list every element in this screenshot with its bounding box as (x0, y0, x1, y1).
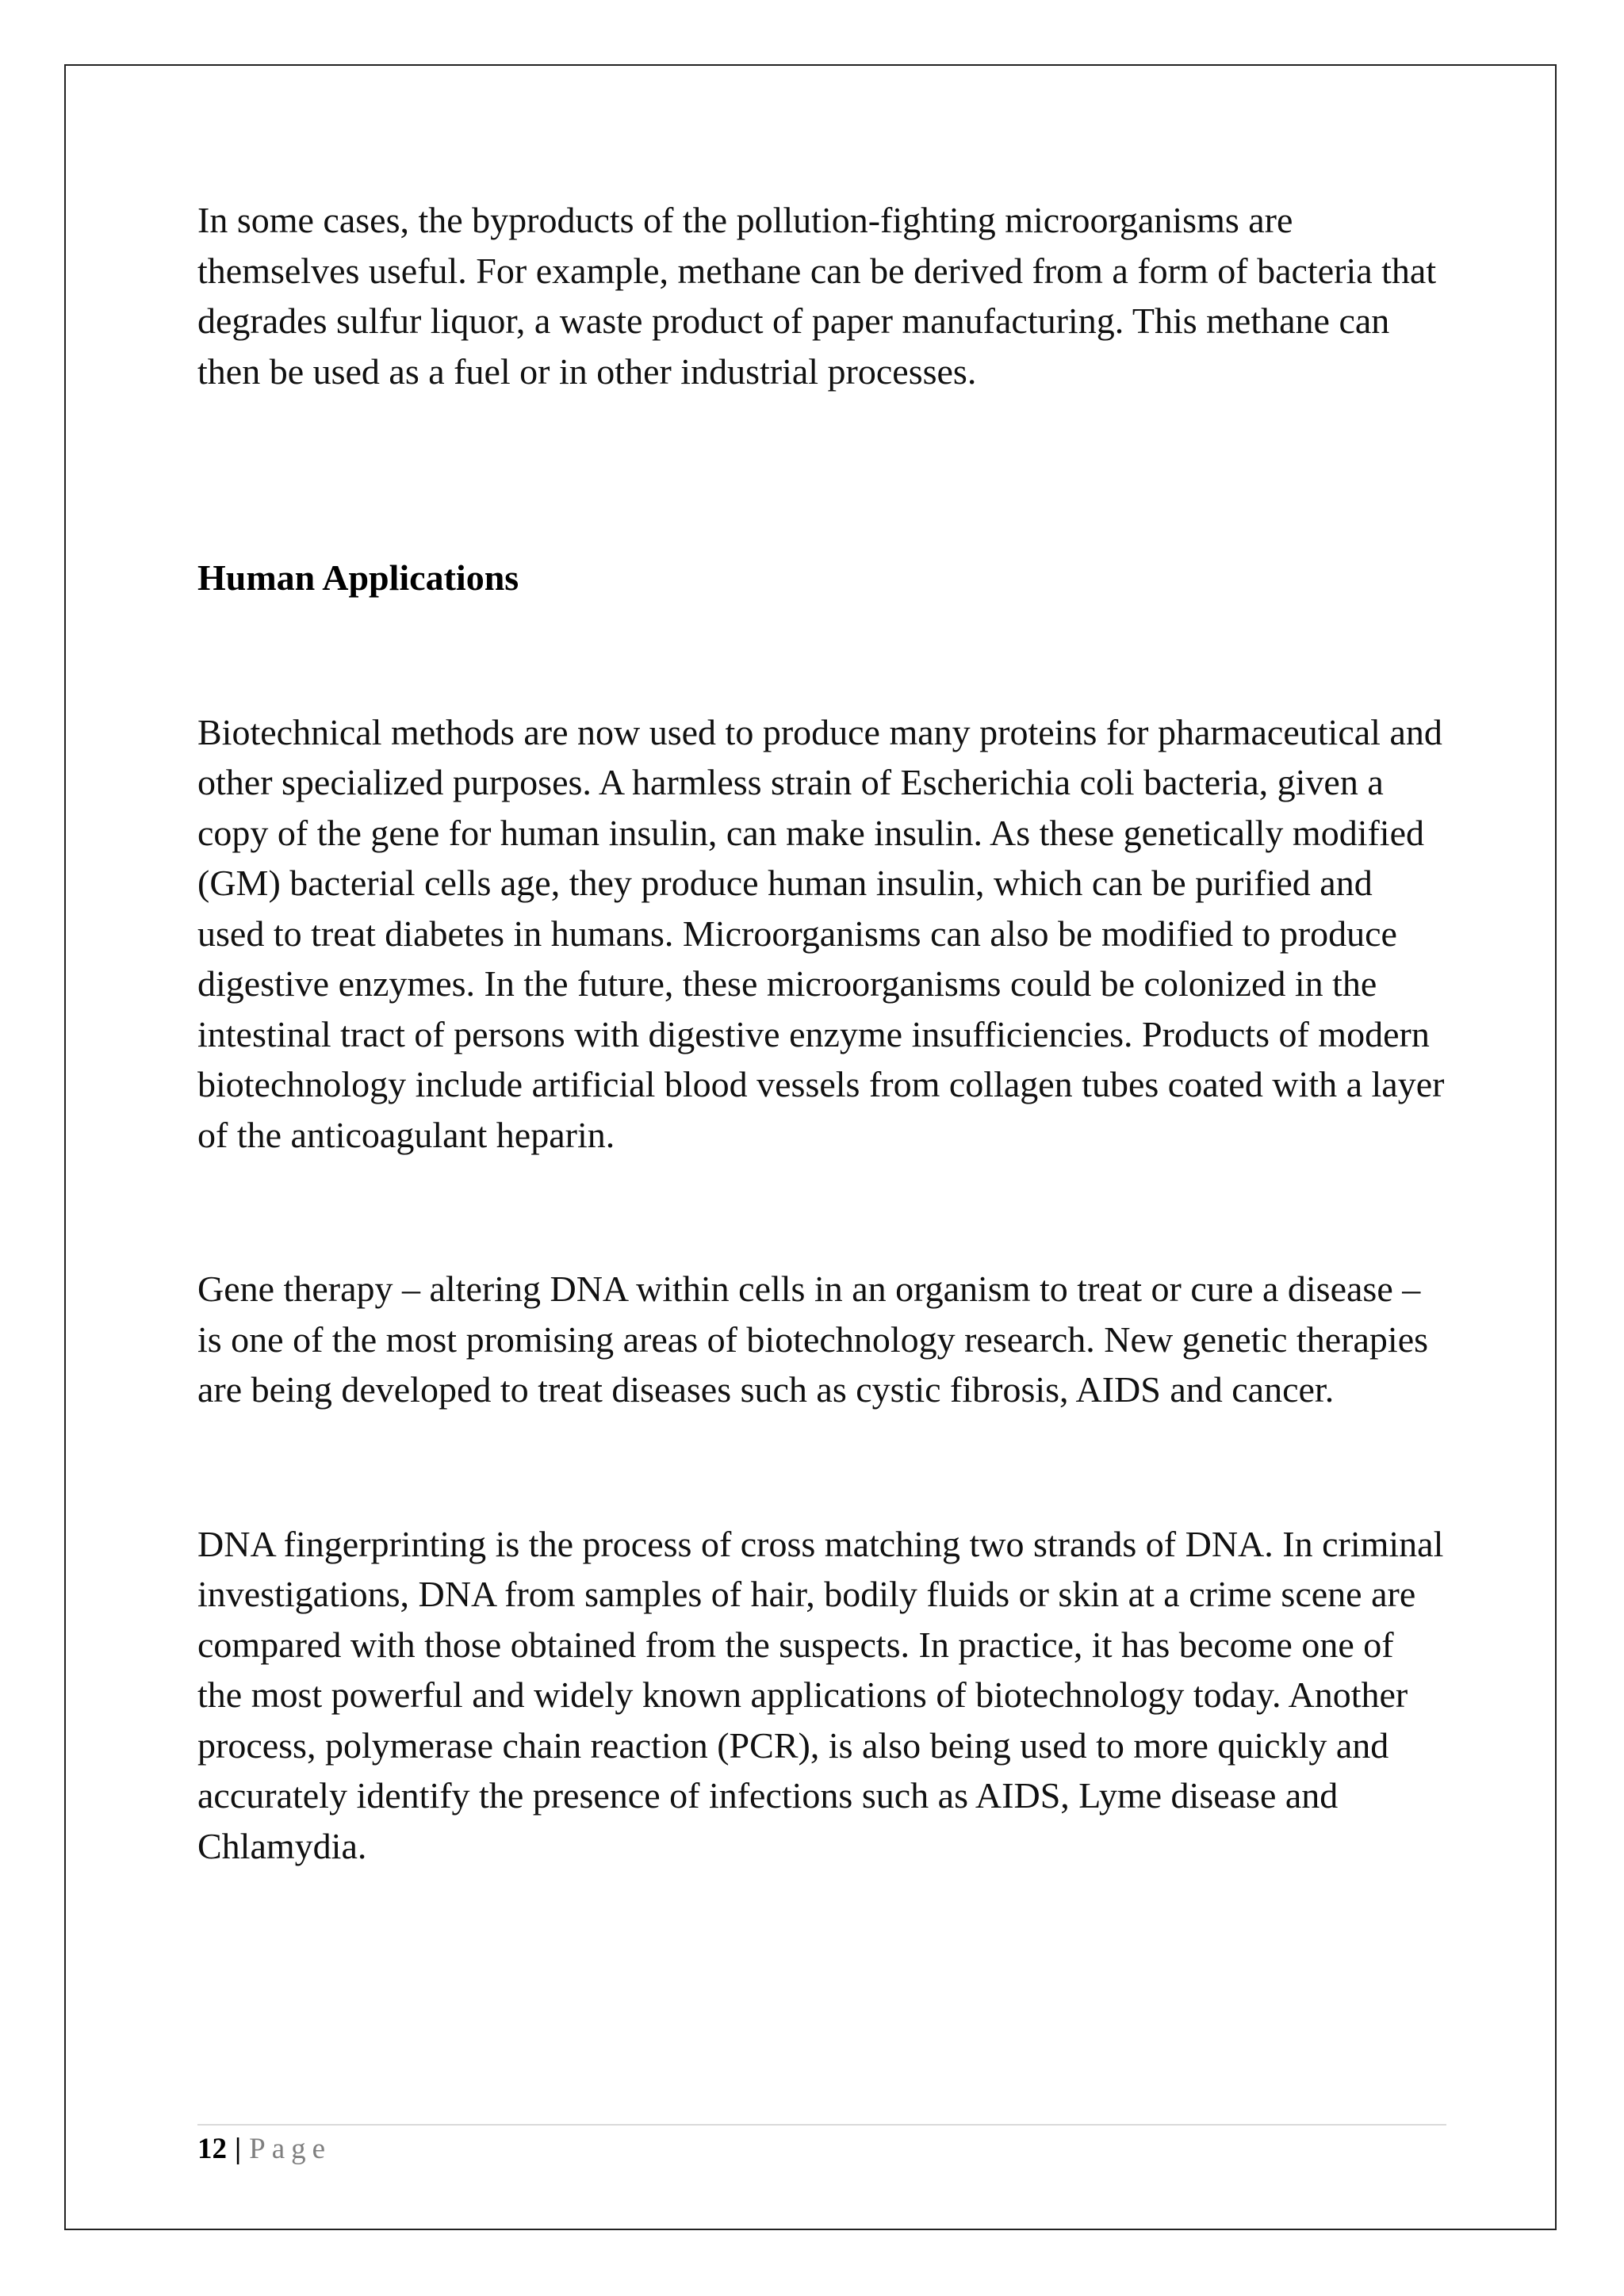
section-heading-human-applications: Human Applications (197, 557, 519, 598)
paragraph-biotechnical-methods: Biotechnical methods are now used to produce many proteins for pharmaceutical and other specialized purposes. A harmless strain of Escherichia coli bacteria, given a copy of the gene for human insulin, can make insulin. As these genetically modified (GM) bacterial cells age, they produce human insulin, which can be purified and used to treat diabetes in humans. Microorganisms can also be modified to produce digestive enzymes. In the future, these microorganisms could be colonized in the intestinal tract of persons with digestive enzyme insufficiencies. Products of modern biotechnology include artificial blood vessels from collagen tubes coated with a layer of the anticoagulant heparin. (197, 711, 1445, 1155)
page-number: 12 (197, 2133, 227, 2165)
footer-separator: | (235, 2133, 242, 2165)
paragraph-gene-therapy: Gene therapy – altering DNA within cells in an organism to treat or cure a disease – is one of the most promising areas of biotechnology research. New genetic therapies are being developed to treat diseases such as cystic fibrosis, AIDS and cancer. (197, 1269, 1429, 1410)
paragraph-byproducts: In some cases, the byproducts of the pollution-fighting microorganisms are themselves useful. For example, methane can be derived from a form of bacteria that degrades sulfur liquor, a waste product of paper manufacturing. This methane can then be used as a fuel or in other industrial processes. (197, 200, 1437, 392)
paragraph-dna-fingerprinting: DNA fingerprinting is the process of cross matching two strands of DNA. In criminal investigations, DNA from samples of hair, bodily fluids or skin at a crime scene are compared with those obtained from the suspects. In practice, it has become one of the most powerful and widely known applications of biotechnology today. Another process, polymerase chain reaction (PCR), is also being used to more quickly and accurately identify the presence of infections such as AIDS, Lyme disease and Chlamydia. (197, 1523, 1444, 1866)
document-body (197, 195, 1446, 1871)
footer-divider (197, 2124, 1446, 2126)
page-footer (197, 2132, 331, 2167)
page-label: Page (249, 2133, 332, 2165)
